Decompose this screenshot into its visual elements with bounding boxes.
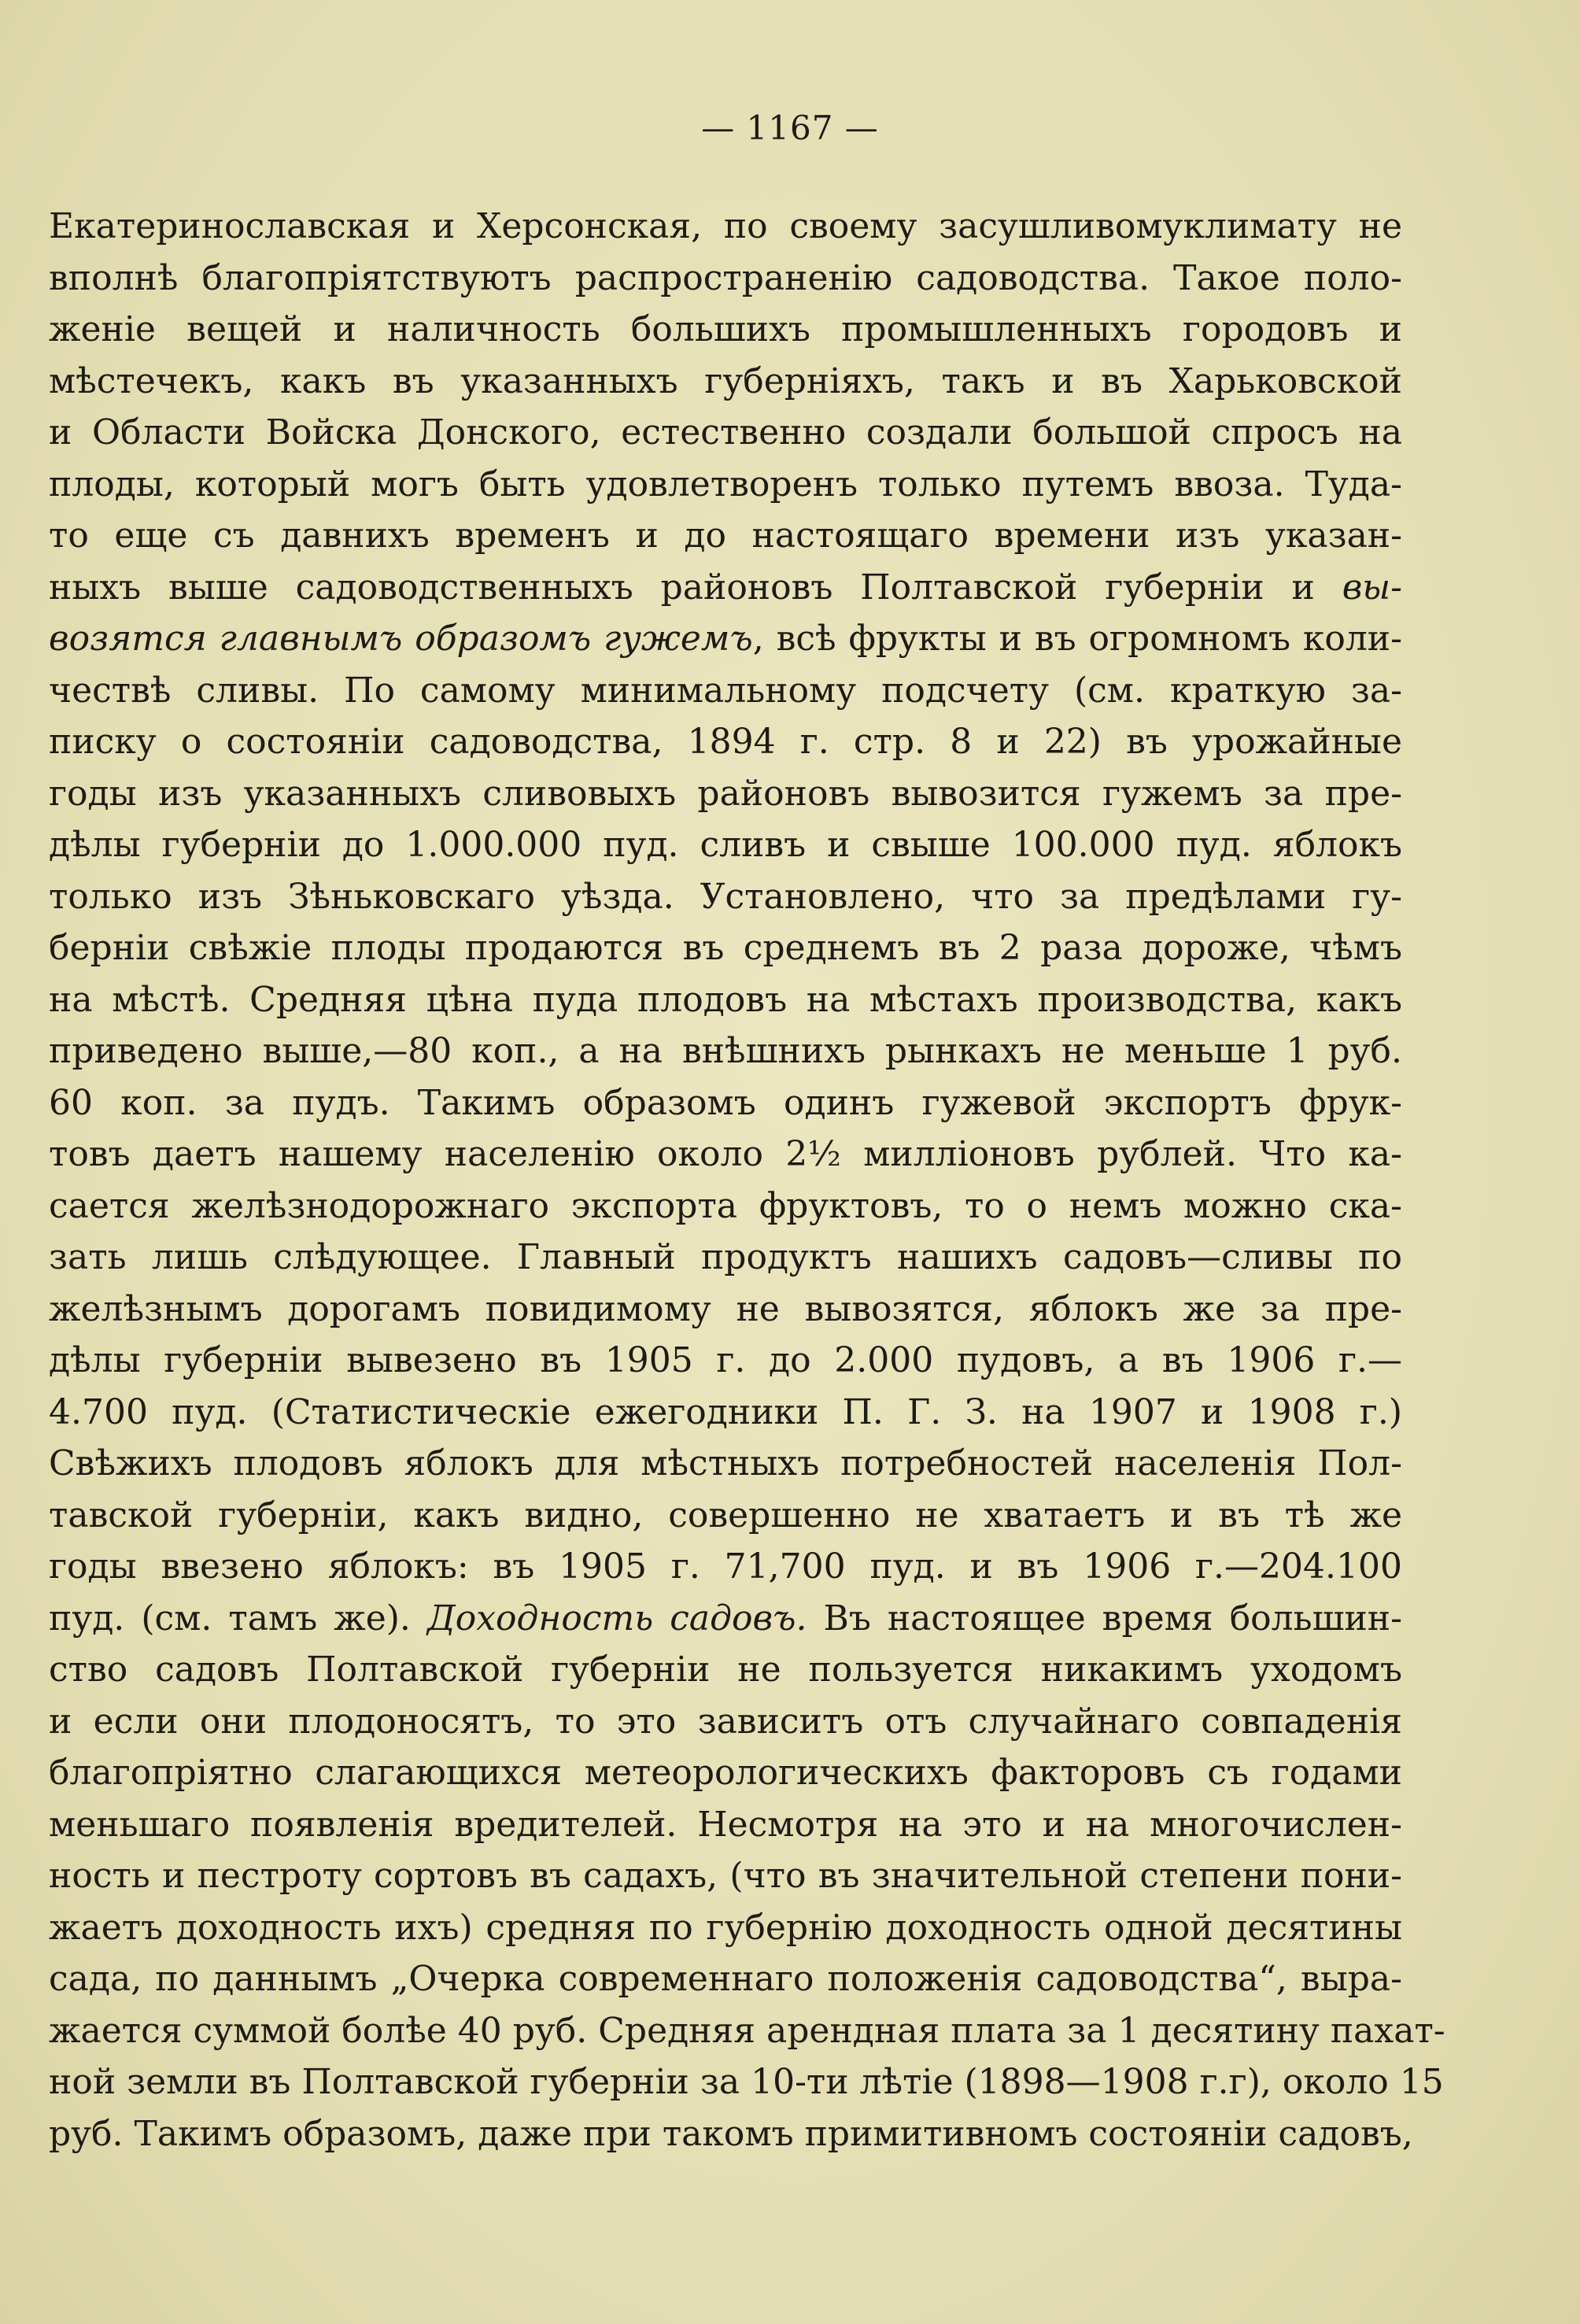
text-run: вполнѣ благопріятствуютъ распространенію садоводства. Такое поло-	[49, 257, 1402, 298]
text-line	[49, 1025, 1402, 1077]
text-line	[49, 304, 1402, 356]
text-line	[49, 1335, 1402, 1387]
page-number: — 1167 —	[701, 109, 879, 147]
text-run: товъ даетъ нашему населенію около 2½ милліоновъ рублей. Что ка-	[49, 1134, 1402, 1174]
text-run: годы ввезено яблокъ: въ 1905 г. 71,700 пуд. и въ 1906 г.—204.100	[49, 1546, 1402, 1587]
text-line	[49, 1490, 1402, 1542]
text-line	[49, 819, 1402, 871]
text-run: Екатеринославская и Херсонская, по своему засушливомуклимату не	[49, 206, 1402, 246]
text-run: , всѣ фрукты и въ огромномъ коли-	[752, 619, 1402, 659]
text-line	[49, 716, 1402, 768]
text-line	[49, 201, 1402, 253]
text-line	[49, 2005, 1445, 2057]
text-run: 4.700 пуд. (Статистическіе ежегодники П. Г. З. на 1907 и 1908 г.)	[49, 1391, 1402, 1432]
text-run: жается суммой болѣе 40 руб. Средняя арендная плата за 1 десятину пахат-	[49, 2010, 1445, 2051]
text-run: пуд. (см. тамъ же).	[49, 1598, 427, 1639]
text-run: только изъ Зѣньковскаго уѣзда. Установлено, что за предѣлами гу-	[49, 876, 1402, 917]
text-run: приведено выше,—80 коп., а на внѣшнихъ рынкахъ не меньше 1 руб.	[49, 1031, 1402, 1071]
text-line	[49, 974, 1402, 1026]
text-run: руб. Такимъ образомъ, даже при такомъ примитивномъ состояніи садовъ,	[49, 2113, 1413, 2154]
italic-text: возятся главнымъ образомъ гужемъ	[49, 619, 753, 659]
text-line	[49, 665, 1402, 717]
text-run: ность и пестроту сортовъ въ садахъ, (что въ значительной степени пони-	[49, 1856, 1402, 1896]
text-line	[49, 922, 1402, 974]
italic-text: вы-	[1342, 567, 1402, 608]
text-line	[49, 562, 1402, 614]
text-line	[49, 1799, 1402, 1851]
text-run: жаетъ доходность ихъ) средняя по губернію доходность одной десятины	[49, 1907, 1402, 1948]
text-run: чествѣ сливы. По самому минимальному подсчету (см. краткую за-	[49, 670, 1402, 711]
text-run: берніи свѣжіе плоды продаются въ среднемъ въ 2 раза дороже, чѣмъ	[49, 928, 1402, 968]
text-run: ныхъ выше садоводственныхъ районовъ Полтавской губерніи и	[49, 567, 1342, 608]
text-run: меньшаго появленія вредителей. Несмотря на это и на многочислен-	[49, 1804, 1402, 1845]
text-run: на мѣстѣ. Средняя цѣна пуда плодовъ на мѣстахъ производства, какъ	[49, 979, 1402, 1020]
text-run: и если они плодоносятъ, то это зависитъ отъ случайнаго совпаденія	[49, 1701, 1402, 1742]
text-run: сада, по даннымъ „Очерка современнаго положенія садоводства“, выра-	[49, 1959, 1402, 1999]
text-line	[49, 768, 1402, 820]
text-run: сается желѣзнодорожнаго экспорта фруктовъ, то о немъ можно ска-	[49, 1185, 1402, 1226]
text-line	[49, 1902, 1402, 1954]
text-run: женіе вещей и наличность большихъ промышленныхъ городовъ и	[49, 309, 1402, 349]
text-line	[49, 1541, 1402, 1593]
text-line	[49, 1438, 1402, 1490]
text-run: ной земли въ Полтавской губерніи за 10-ти лѣтіе (1898—1908 г.г), около 15	[49, 2062, 1444, 2102]
text-run: то еще съ давнихъ временъ и до настоящаго времени изъ указан-	[49, 515, 1402, 556]
text-line	[49, 1232, 1402, 1284]
text-run: и Области Войска Донского, естественно создали большой спросъ на	[49, 412, 1402, 453]
text-line	[49, 2108, 1413, 2160]
text-line	[49, 1129, 1402, 1180]
text-line	[49, 407, 1402, 459]
text-line	[49, 1644, 1402, 1696]
text-run: Въ настоящее время большин-	[807, 1598, 1403, 1639]
text-run: 60 коп. за пудъ. Такимъ образомъ одинъ гужевой экспортъ фрук-	[49, 1082, 1402, 1123]
text-line	[49, 510, 1402, 562]
text-run: благопріятно слагающихся метеорологическихъ факторовъ съ годами	[49, 1753, 1402, 1793]
text-run: дѣлы губерніи до 1.000.000 пуд. сливъ и свыше 100.000 пуд. яблокъ	[49, 825, 1402, 865]
text-line	[49, 1850, 1402, 1902]
text-run: Свѣжихъ плодовъ яблокъ для мѣстныхъ потребностей населенія Пол-	[49, 1443, 1402, 1483]
text-line	[49, 871, 1402, 923]
text-run: мѣстечекъ, какъ въ указанныхъ губерніяхъ, такъ и въ Харьковской	[49, 360, 1402, 401]
text-line	[49, 1387, 1402, 1439]
text-line	[49, 1284, 1402, 1336]
text-run: желѣзнымъ дорогамъ повидимому не вывозятся, яблокъ же за пре-	[49, 1288, 1402, 1329]
text-run: зать лишь слѣдующее. Главный продуктъ нашихъ садовъ—сливы по	[49, 1237, 1402, 1277]
text-line	[49, 1180, 1402, 1232]
text-run: ство садовъ Полтавской губерніи не пользуется никакимъ уходомъ	[49, 1650, 1402, 1690]
text-line	[49, 459, 1402, 511]
text-run: дѣлы губерніи вывезено въ 1905 г. до 2.000 пудовъ, а въ 1906 г.—	[49, 1340, 1402, 1380]
text-run: плоды, который могъ быть удовлетворенъ только путемъ ввоза. Туда-	[49, 464, 1402, 504]
body-text	[49, 201, 1445, 2160]
text-run: годы изъ указанныхъ сливовыхъ районовъ вывозится гужемъ за пре-	[49, 773, 1402, 814]
text-line	[49, 1077, 1402, 1129]
text-line	[49, 356, 1402, 408]
text-run: писку о состояніи садоводства, 1894 г. стр. 8 и 22) въ урожайные	[49, 722, 1402, 762]
text-line	[49, 253, 1402, 305]
text-line	[49, 1696, 1402, 1748]
text-line	[49, 1747, 1402, 1799]
text-line	[49, 2056, 1444, 2108]
italic-text: Доходность садовъ.	[426, 1598, 807, 1639]
text-run: тавской губерніи, какъ видно, совершенно не хватаетъ и въ тѣ же	[49, 1495, 1402, 1535]
text-line	[49, 1593, 1402, 1645]
text-line	[49, 1953, 1402, 2005]
text-line	[49, 613, 1402, 665]
